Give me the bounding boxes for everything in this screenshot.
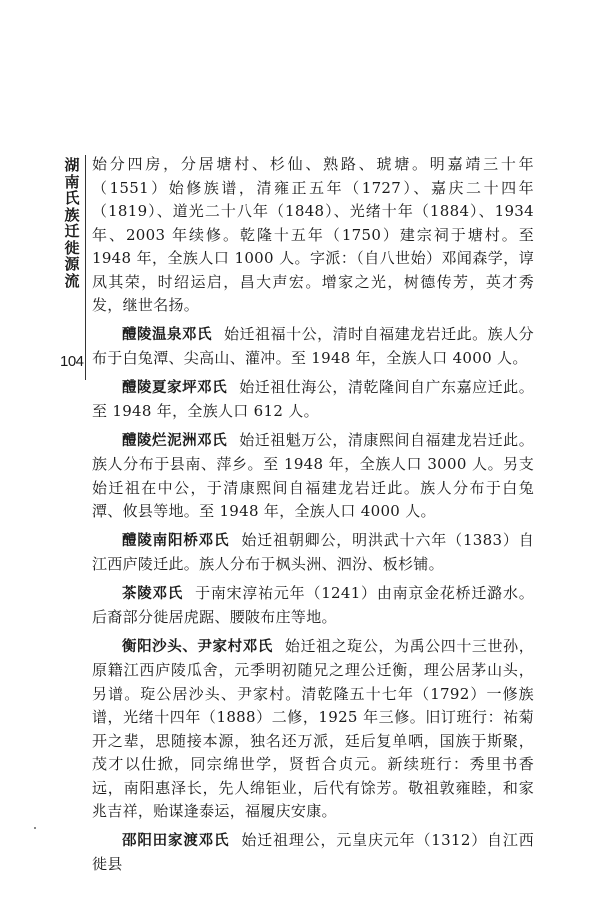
clan-heading: 茶陵邓氏 [122, 585, 184, 602]
paragraph [92, 582, 534, 630]
paragraph [92, 829, 534, 877]
page-number: 104 [60, 353, 84, 370]
clan-heading: 邵阳田家渡邓氏 [122, 832, 230, 849]
body-text [92, 153, 534, 877]
paragraph-text: 始迁祖朝卿公，明洪武十六年（1383）自江西庐陵迁此。族人分布于枫头洲、泗汾、板杉铺。 [92, 530, 534, 573]
paragraph-text: 始分四房，分居塘村、杉仙、熟路、琥塘。明嘉靖三十年（1551）始修族谱，清雍正五年（1727）、嘉庆二十四年（1819）、道光二十八年（1848）、光绪十年（1884）、1934 年、2003 年续修。乾隆十五年（1750）建宗祠于塘村。至 1948 年，全族人口 1000 人。字派：（自八世始）邓闻森学，谆凤其荣，时绍运启，昌大声宏。增家之光，树德传芳，英才秀发，继世名扬。 [92, 155, 534, 314]
clan-heading: 醴陵夏家坪邓氏 [122, 379, 228, 396]
book-title-vertical: 湖南氏族迁徙源流 [64, 156, 80, 290]
clan-heading: 醴陵烂泥洲邓氏 [122, 432, 228, 449]
scan-speck [34, 827, 36, 829]
paragraph [92, 323, 534, 371]
paragraph-text: 于南宋淳祐元年（1241）由南京金花桥迁潞水。后裔部分徙居虎踞、腰陂布庄等地。 [92, 583, 535, 626]
paragraph-text: 始迁祖福十公，清时自福建龙岩迁此。族人分布于白兔潭、尖高山、灌冲。至 1948 年，全族人口 4000 人。 [92, 324, 534, 367]
clan-heading: 醴陵南阳桥邓氏 [122, 532, 230, 549]
paragraph [92, 153, 534, 318]
paragraph-text: 始迁祖魁万公，清康熙间自福建龙岩迁此。族人分布于县南、萍乡。至 1948 年，全族人口 3000 人。另支始迁祖在中公，于清康熙间自福建龙岩迁此。族人分布于白兔潭、攸县等地。至 1948 年，全族人口 4000 人。 [92, 430, 534, 520]
paragraph [92, 529, 534, 577]
paragraph-text: 始迁祖仕海公，清乾隆间自广东嘉应迁此。至 1948 年，全族人口 612 人。 [92, 377, 534, 420]
clan-heading: 醴陵温泉邓氏 [122, 326, 213, 343]
paragraph-text: 始迁祖之琁公，为禹公四十三世孙，原籍江西庐陵瓜舍，元季明初随兄之理公迁衡，理公居茅山头，另谱。琁公居沙头、尹家村。清乾隆五十七年（1792）一修族谱，光绪十四年（1888）二修，1925 年三修。旧订班行：祐菊开之辈，思随接本源，独名还万派，廷后复单哂，国族于斯聚，茂才以仕掀，同宗绵世学，贤哲合贞元。新续班行：秀里书香远，南阳惠泽长，先人绵钜业，后代有馀芳。敬祖敦雍睦，和家兆吉祥，贻谋逢泰运，福履庆安康。 [92, 636, 534, 820]
clan-heading: 衡阳沙头、尹家村邓氏 [122, 638, 273, 655]
side-divider [85, 155, 86, 380]
paragraph [92, 635, 534, 824]
paragraph [92, 429, 534, 524]
paragraph [92, 376, 534, 424]
paragraph-text: 始迁祖理公，元皇庆元年（1312）自江西徙县 [92, 830, 534, 873]
